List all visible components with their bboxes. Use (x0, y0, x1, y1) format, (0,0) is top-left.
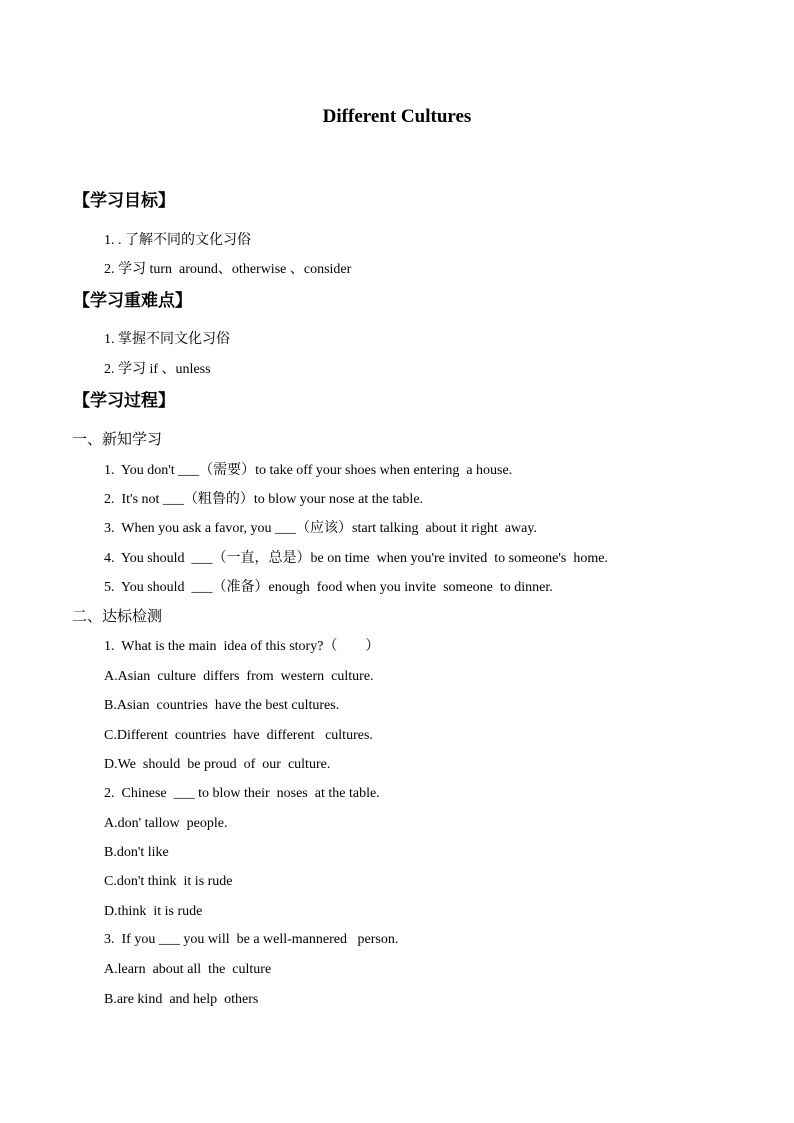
part1-item: 3. When you ask a favor, you ___（应该）start talking about it right away. (104, 521, 537, 536)
option-line: C.don't think it is rude (104, 874, 233, 889)
part1-heading: 一、新知学习 (72, 432, 163, 448)
option-line: A.learn about all the culture (104, 962, 272, 977)
option-line: B.are kind and help others (104, 992, 259, 1007)
option-line: C.Different countries have different cultures. (104, 728, 373, 743)
page-title: Different Cultures (322, 106, 472, 127)
key-point-item: 2. 学习 if 、unless (104, 362, 211, 377)
goal-item: 2. 学习 turn around、otherwise 、consider (104, 262, 352, 277)
option-line: D.We should be proud of our culture. (104, 757, 331, 772)
option-line: A.don' tallow people. (104, 816, 228, 831)
question-line: 2. Chinese ___ to blow their noses at the table. (104, 786, 380, 801)
part1-item: 1. You don't ___（需要）to take off your shoes when entering a house. (104, 463, 513, 478)
part1-item: 5. You should ___（准备）enough food when you invite someone to dinner. (104, 580, 553, 595)
section-heading-key-points: 【学习重难点】 (73, 291, 192, 310)
part1-item: 2. It's not ___（粗鲁的）to blow your nose at the table. (104, 492, 424, 507)
key-point-item: 1. 掌握不同文化习俗 (104, 332, 230, 347)
question-line: 3. If you ___ you will be a well-mannered person. (104, 932, 399, 947)
part1-item: 4. You should ___（一直，总是）be on time when you're invited to someone's home. (104, 551, 608, 566)
option-line: B.don't like (104, 845, 169, 860)
option-line: B.Asian countries have the best cultures. (104, 698, 340, 713)
option-line: A.Asian culture differs from western culture. (104, 669, 374, 684)
question-line: 1. What is the main idea of this story?（ ） (104, 639, 380, 654)
option-line: D.think it is rude (104, 904, 203, 919)
section-heading-process: 【学习过程】 (73, 391, 175, 410)
part2-heading: 二、达标检测 (72, 609, 163, 625)
section-heading-goals: 【学习目标】 (73, 191, 175, 210)
goal-item: 1. . 了解不同的文化习俗 (104, 233, 251, 248)
